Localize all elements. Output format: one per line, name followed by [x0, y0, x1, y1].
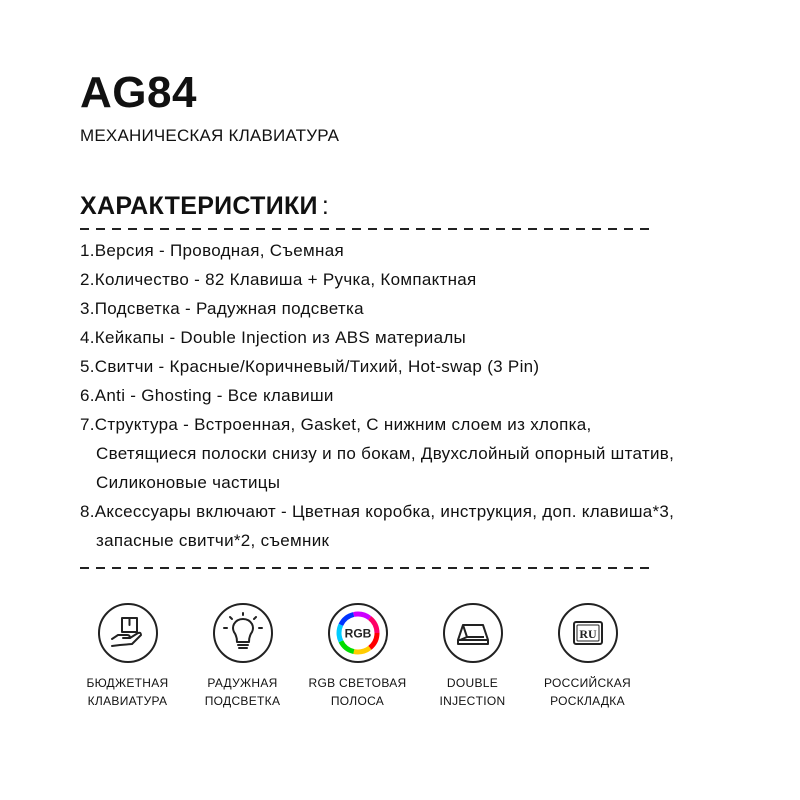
- hand-box-icon: [98, 603, 158, 663]
- lightbulb-icon: [213, 603, 273, 663]
- spec-item: 6.Anti - Ghosting - Все клавиши: [80, 386, 334, 405]
- feature-label-line: INJECTION: [439, 694, 506, 708]
- specs-heading-text: ХАРАКТЕРИСТИКИ: [80, 192, 318, 220]
- specs-list: [80, 236, 680, 555]
- keycap-icon: [443, 603, 503, 663]
- feature-label: [205, 674, 281, 710]
- feature-label-line: ПОДСВЕТКА: [204, 694, 281, 708]
- feature-label-line: РАДУЖНАЯ: [207, 676, 278, 690]
- feature-double-injection: [415, 603, 530, 710]
- feature-label: [86, 674, 168, 710]
- spec-item: 8.Аксессуары включают - Цветная коробка, инструкция, доп. клавиша*3, запасные свитчи*2, съемник: [80, 502, 675, 550]
- feature-label-line: БЮДЖЕТНАЯ: [86, 676, 169, 690]
- feature-label-line: РОССИЙСКАЯ: [544, 676, 631, 690]
- feature-label: [544, 674, 631, 710]
- dashed-divider-bottom: [80, 567, 652, 569]
- rgb-badge-text: RGB: [344, 626, 371, 641]
- feature-rgb-strip: [300, 603, 415, 710]
- product-subtitle: МЕХАНИЧЕСКАЯ КЛАВИАТУРА: [80, 126, 340, 145]
- feature-icons-row: [70, 603, 710, 710]
- feature-label-line: RGB СВЕТОВАЯ: [308, 676, 407, 690]
- rgb-ring-icon: [328, 603, 388, 663]
- spec-item: 3.Подсветка - Радужная подсветка: [80, 299, 364, 318]
- spec-item: 4.Кейкапы - Double Injection из ABS материалы: [80, 328, 467, 347]
- feature-label-line: КЛАВИАТУРА: [87, 694, 168, 708]
- ru-layout-icon: [558, 603, 618, 663]
- specs-heading-colon: :: [321, 192, 330, 220]
- feature-ru-layout: [530, 603, 645, 710]
- ru-badge-text: RU: [578, 627, 597, 641]
- feature-rainbow-backlight: [185, 603, 300, 710]
- specs-heading: [80, 192, 329, 221]
- feature-label: [308, 674, 406, 710]
- spec-item: 7.Структура - Встроенная, Gasket, С нижним слоем из хлопка, Светящиеся полоски снизу и по бокам, Двухслойный опорный штатив, Силиконовые частицы: [80, 415, 675, 492]
- dashed-divider-top: [80, 228, 652, 230]
- feature-label: [439, 674, 505, 710]
- product-title: AG84: [80, 68, 197, 117]
- spec-item: 1.Версия - Проводная, Съемная: [80, 241, 344, 260]
- feature-budget: [70, 603, 185, 710]
- feature-label-line: ПОЛОСА: [330, 694, 385, 708]
- feature-label-line: DOUBLE: [446, 676, 499, 690]
- spec-item: 2.Количество - 82 Клавиша + Ручка, Компактная: [80, 270, 477, 289]
- spec-item: 5.Свитчи - Красные/Коричневый/Тихий, Hot-swap (3 Pin): [80, 357, 540, 376]
- feature-label-line: РОСКЛАДКА: [550, 694, 625, 708]
